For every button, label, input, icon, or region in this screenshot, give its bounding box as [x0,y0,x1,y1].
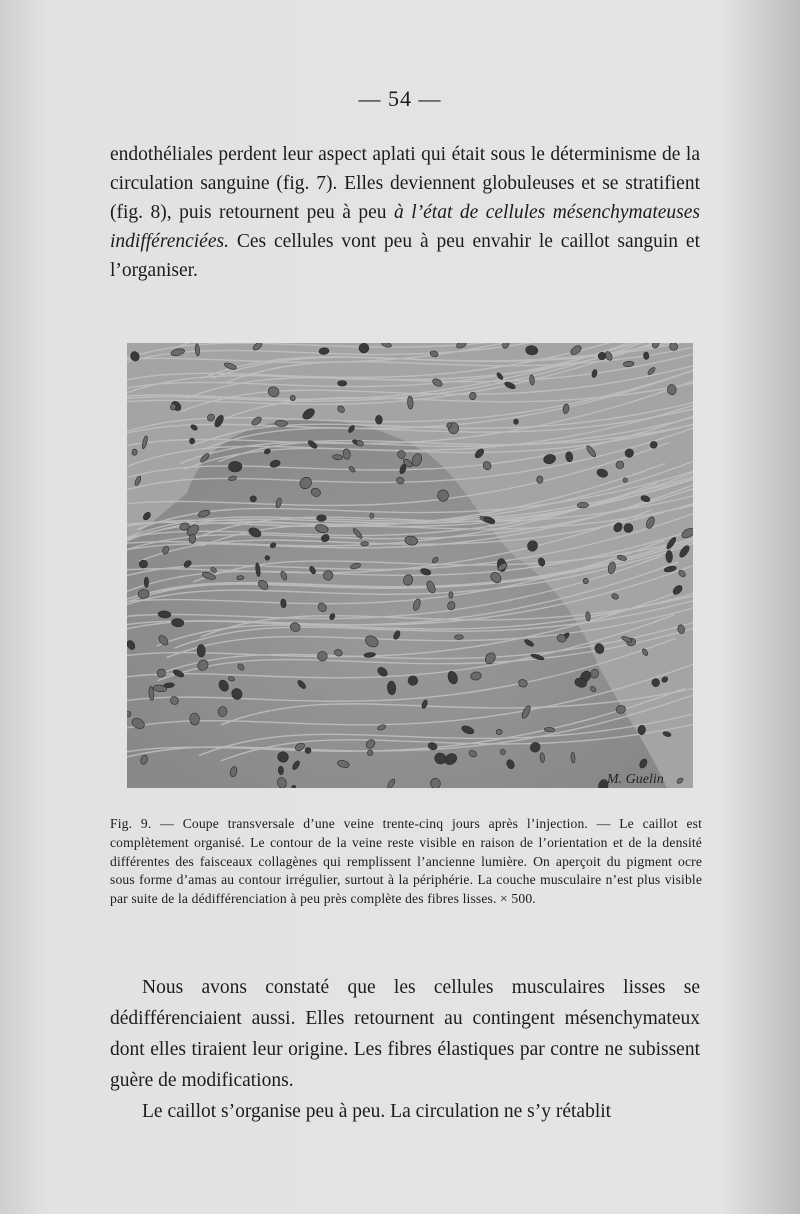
top-paragraph-end: Ces cellules vont peu à peu envahir le caillot sanguin et l’organiser. [110,231,700,281]
cell-nucleus [449,592,453,599]
bottom-paragraph-2-text: Le caillot s’organise peu à peu. La circulation ne s’y rétablit [142,1101,612,1122]
histology-drawing [127,343,693,788]
italic-phrase: à l’état de cellules mésenchymateuses indifférenciées. [110,202,700,252]
cell-nucleus [537,476,543,484]
top-paragraph [110,140,700,285]
cell-nucleus [275,420,288,427]
page-number: — 54 — [358,86,442,111]
cell-nucleus [338,380,347,386]
cell-nucleus [278,766,284,775]
cell-nucleus [361,542,369,546]
cell-nucleus [369,513,374,519]
bottom-paragraph-1 [110,972,700,1096]
cell-nucleus [623,361,634,367]
bottom-text [110,972,700,1127]
figure-caption: Fig. 9. — Coupe transversale d’une veine trente-cinq jours après l’injection. — Le caillot est complètement organisé. Le contour de la veine reste visible en raison de l’orientation et de la densité différentes des faisceaux collagènes qui remplissent l’ancienne lumière. On aperçoit du pigment ocre sous forme d’amas au contour irrégulier, surtout à la périphérie. La couche musculaire n’est plus visible par suite de la dédifférenciation à peu près complète des fibres lisses. × 500. [110,816,702,907]
top-paragraph-text: endothéliales perdent leur aspect aplati qui était sous le déterminisme de la circulation sanguine (fig. 7). Elles deviennent globuleuses et se stratifient (fig. 8), puis retournent peu à peu [110,144,700,223]
cell-nucleus [667,384,676,395]
cell-nucleus [317,515,327,522]
cell-nucleus [367,750,373,756]
cell-nucleus [666,551,673,563]
cell-nucleus [454,635,463,640]
figure-signature: M. Guelin [607,772,664,787]
cell-nucleus [189,438,194,444]
bottom-paragraph-1-text: Nous avons constaté que les cellules musculaires lisses se dédifférenciaient aussi. Elles retournent au contingent mésenchymateux dont elles tiraient leur origine. Les fibres élastiques par contre ne subissent guère de modifications. [110,977,700,1091]
cell-nucleus [583,578,589,584]
cell-nucleus [250,496,257,502]
histology-figure [127,343,693,788]
cell-nucleus [577,502,588,508]
cell-nucleus [139,560,148,568]
cell-nucleus [197,644,206,657]
cell-nucleus [544,727,555,732]
cell-nucleus [228,461,242,472]
cell-nucleus [496,729,503,735]
bottom-paragraph-2 [110,1096,700,1127]
cell-nucleus [144,577,148,587]
cell-nucleus [407,396,413,409]
cell-nucleus [643,352,649,360]
